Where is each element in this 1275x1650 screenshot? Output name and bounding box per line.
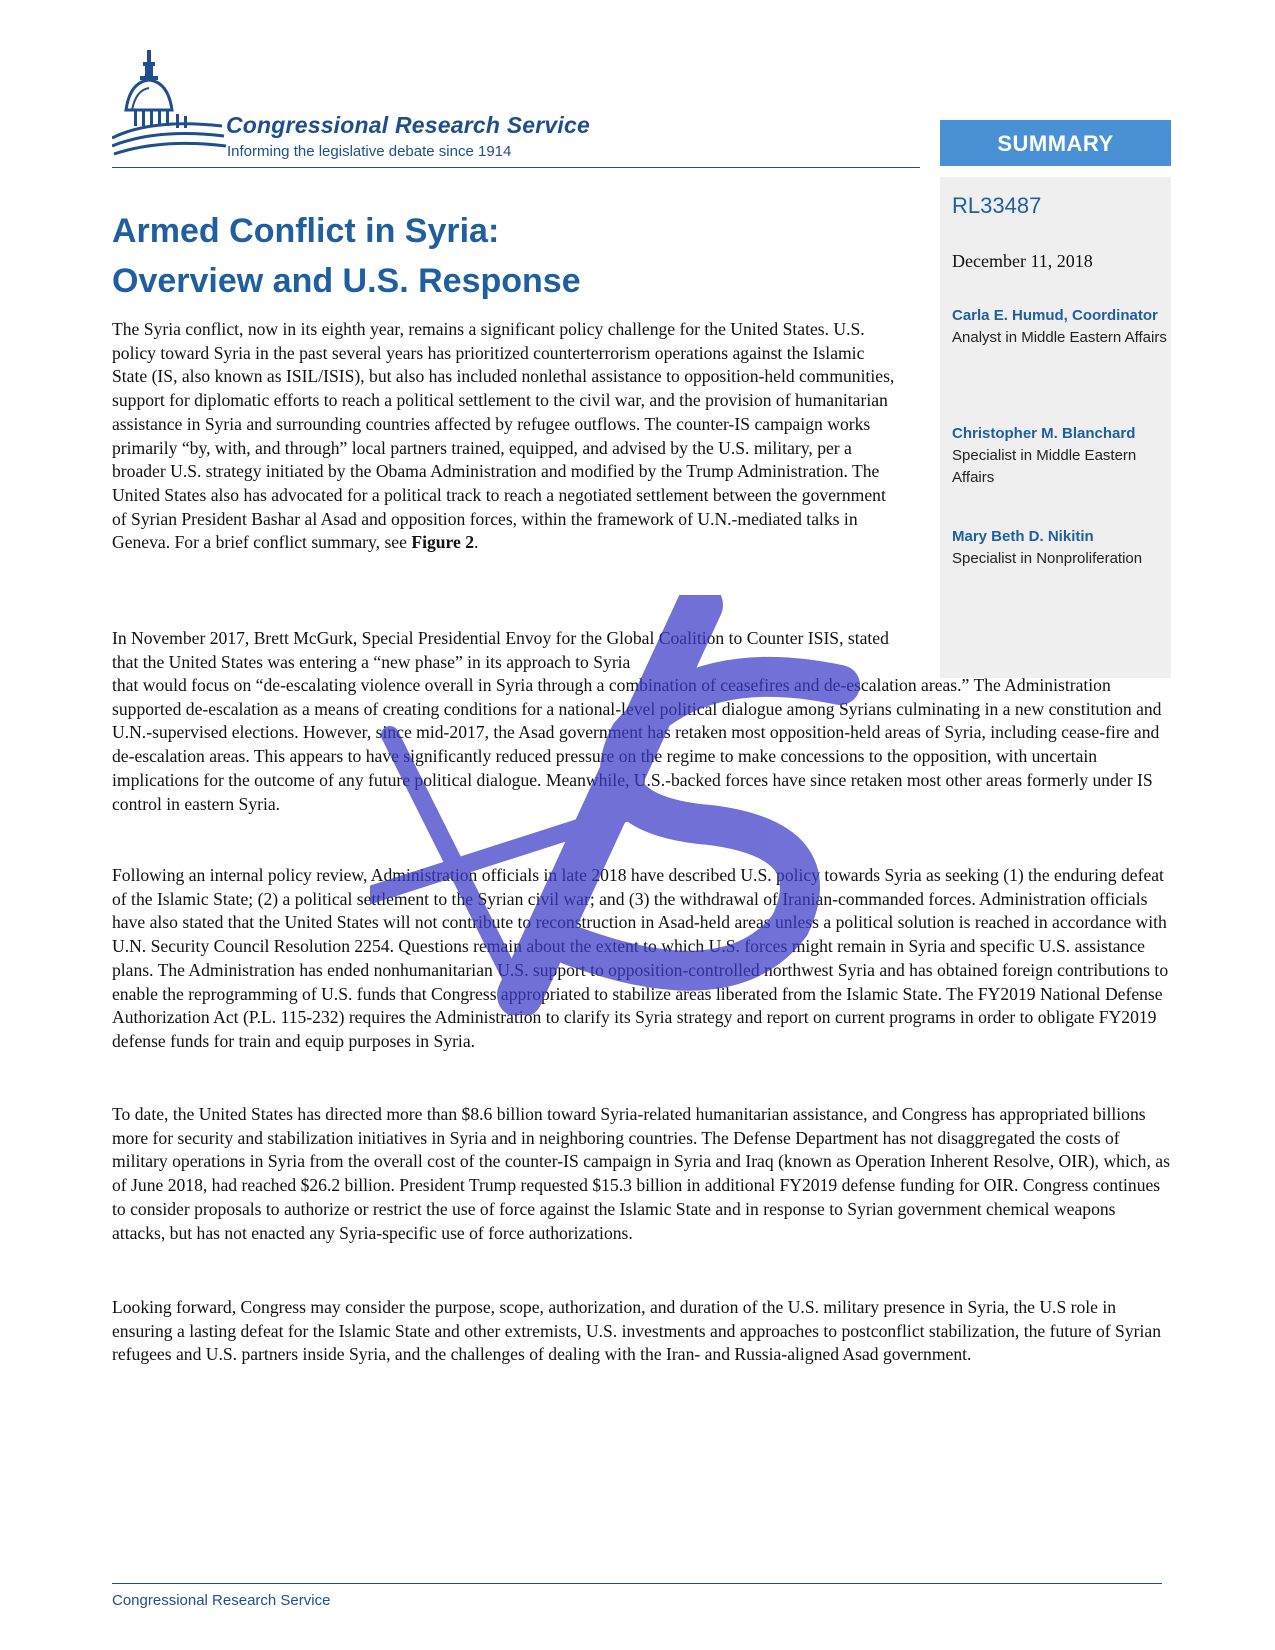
report-id: RL33487	[952, 193, 1042, 218]
summary-panel	[940, 177, 1171, 678]
paragraph-4: To date, the United States has directed more than $8.6 billion toward Syria-related humanitarian assistance, and Congress has appropriated billions more for security and stabilization initiatives in Syria and in neighboring countries. The Defense Department has not disaggregated the costs of military operations in Syria from the overall cost of the counter-IS campaign in Syria and Iraq (known as Operation Inherent Resolve, OIR), which, as of June 2018, had reached $26.2 billion. President Trump requested $15.3 billion in additional FY2019 defense funding for OIR. Congress continues to consider proposals to authorize or restrict the use of force against the Islamic State and in response to Syrian government chemical weapons attacks, but has not enacted any Syria-specific use of force authorizations.	[112, 1104, 1170, 1243]
org-name: Congressional Research Service	[226, 112, 590, 138]
footer-divider	[112, 1583, 1162, 1584]
report-title-line-2: Overview and U.S. Response	[112, 262, 581, 300]
author-title: Specialist in Middle Eastern Affairs	[952, 447, 1137, 486]
paragraph-3: Following an internal policy review, Administration officials in late 2018 have described U.S. policy towards Syria as seeking (1) the enduring defeat of the Islamic State; (2) a political settlement to the Syrian civil war; and (3) the withdrawal of Iranian-commanded forces. Administration officials have also stated that the United States will not contribute to reconstruction in Asad-held areas unless a political solution is reached in accordance with U.N. Security Council Resolution 2254. Questions remain about the extent to which U.S. forces might remain in Syria and specific U.S. assistance plans. The Administration has ended nonhumanitarian U.S. support to opposition-controlled northwest Syria and has obtained foreign contributions to enable the reprogramming of U.S. funds that Congress appropriated to stabilize areas liberated from the Islamic State. The FY2019 National Defense Authorization Act (P.L. 115-232) requires the Administration to clarify its Syria strategy and report on current programs in order to obligate FY2019 defense funds for train and equip purposes in Syria.	[112, 865, 1169, 1051]
figure-2-reference[interactable]: Figure 2	[411, 532, 475, 553]
capitol-dome-icon	[112, 48, 232, 160]
footer-org-name: Congressional Research Service	[112, 1592, 331, 1609]
paragraph-2-start: In November 2017, Brett McGurk, Special Presidential Envoy for the Global Coalition to Counter ISIS, stated that the United States was entering a “new phase” in its approach to Syria	[112, 628, 889, 672]
report-date: December 11, 2018	[952, 251, 1093, 271]
author-entry	[952, 423, 1167, 489]
author-name: Mary Beth D. Nikitin	[952, 528, 1094, 545]
paragraph-1-text: The Syria conflict, now in its eighth year, remains a significant policy challenge for the United States. U.S. policy toward Syria in the past several years has prioritized counterterrorism operations against the Islamic State (IS, also known as ISIL/ISIS), but also has included nonlethal assistance to opposition-held communities, support for diplomatic efforts to reach a political settlement to the civil war, and the provision of humanitarian assistance in Syria and surrounding countries affected by refugee outflows. The counter-IS campaign works primarily “by, with, and through” local partners trained, equipped, and advised by the U.S. military, per a broader U.S. strategy initiated by the Obama Administration and modified by the Trump Administration. The United States also has advocated for a political track to reach a negotiated settlement between the government of Syrian President Bashar al Asad and opposition forces, within the framework of U.N.-mediated talks in Geneva. For a brief conflict summary, see	[112, 319, 895, 553]
paragraph-2-continued: that would focus on “de-escalating violence overall in Syria through a combination of ceasefires and de-escalation areas.” The Administration supported de-escalation as a means of creating conditions for a national-level political dialogue among Syrians culminating in a new constitution and U.N.-supervised elections. However, since mid-2017, the Asad government has retaken most opposition-held areas of Syria, including cease-fire and de-escalation areas. This appears to have significantly reduced pressure on the regime to make concessions to the opposition, with uncertain implications for the outcome of any future political dialogue. Meanwhile, U.S.-backed forces have since retaken most other areas formerly under IS control in eastern Syria.	[112, 675, 1162, 814]
author-title: Analyst in Middle Eastern Affairs	[952, 329, 1167, 346]
author-title: Specialist in Nonproliferation	[952, 550, 1143, 567]
header-divider	[112, 167, 920, 168]
org-tagline: Informing the legislative debate since 1914	[227, 143, 512, 160]
summary-sidebar	[940, 120, 1171, 678]
author-name: Carla E. Humud, Coordinator	[952, 307, 1158, 324]
summary-heading: SUMMARY	[940, 120, 1171, 166]
paragraph-1-end: .	[474, 532, 479, 553]
author-name: Christopher M. Blanchard	[952, 425, 1136, 442]
paragraph-1	[112, 318, 902, 555]
author-entry	[952, 305, 1167, 349]
report-title-line-1: Armed Conflict in Syria:	[112, 212, 500, 250]
paragraph-5: Looking forward, Congress may consider the purpose, scope, authorization, and duration of the U.S. military presence in Syria, the U.S role in ensuring a lasting defeat for the Islamic State and other extremists, U.S. investments and approaches to postconflict stabilization, the future of Syrian refugees and U.S. partners inside Syria, and the challenges of dealing with the Iran- and Russia-aligned Asad government.	[112, 1297, 1161, 1365]
author-entry	[952, 526, 1167, 570]
report-title	[112, 206, 581, 306]
